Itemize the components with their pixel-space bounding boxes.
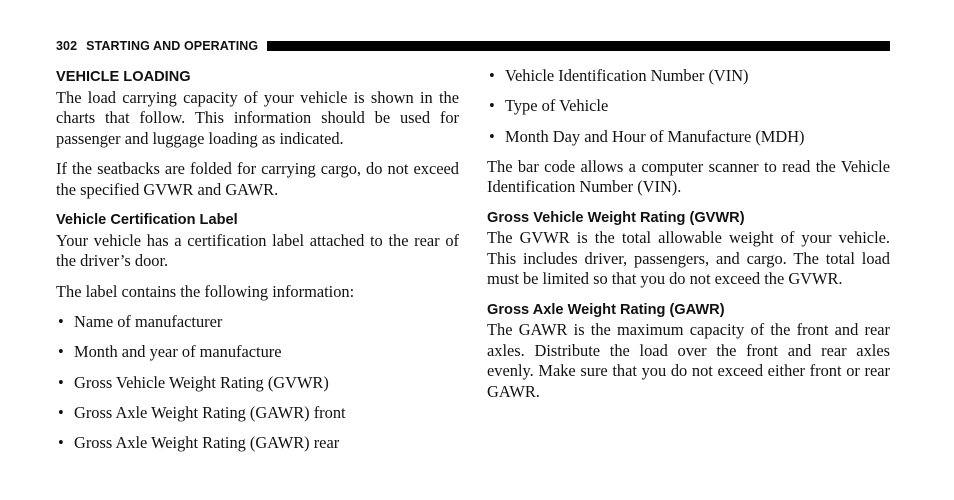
list-item-text: Gross Axle Weight Rating (GAWR) front [74,402,346,422]
bullet-icon: • [489,96,495,116]
list-item-text: Name of manufacturer [74,312,223,331]
vehicle-loading-heading: VEHICLE LOADING [56,69,191,85]
list-item-text: Type of Vehicle [505,96,609,116]
gawr-paragraph: The GAWR is the maximum capacity of the front and rear axles. Distribute the load over the front and rear axles evenly. Make sure that you do not exceed either front or rear GAWR. [487,320,890,401]
vehicle-loading-paragraph-1: The load carrying capacity of your vehicle is shown in the charts that follow. This information should be used for passenger and luggage loading as indicated. [56,87,459,148]
bullet-icon: • [58,402,64,422]
list-item [487,66,890,87]
list-item-text: Vehicle Identification Number (VIN) [505,66,749,85]
list-item-text: Month and year of manufacture [74,342,282,362]
certification-label-paragraph-2: The label contains the following information: [56,281,355,301]
list-item [487,127,890,148]
bullet-icon: • [58,433,64,453]
left-column [56,66,459,463]
list-item [56,373,459,394]
barcode-paragraph: The bar code allows a computer scanner to read the Vehicle Identification Number (VIN). [487,156,890,197]
certification-label-heading: Vehicle Certification Label [56,212,238,228]
list-item [56,312,459,333]
bullet-icon: • [489,66,495,85]
bullet-icon: • [58,342,64,362]
list-item-text: Gross Vehicle Weight Rating (GVWR) [74,372,329,392]
list-item-text: Gross Axle Weight Rating (GAWR) rear [74,433,340,453]
list-item-text: Month Day and Hour of Manufacture (MDH) [505,126,805,146]
list-item [56,403,459,424]
certification-label-paragraph-1: Your vehicle has a certification label attached to the rear of the driver’s door. [56,230,459,270]
section-title: STARTING AND OPERATING [86,39,259,53]
list-item [487,96,890,117]
bullet-icon: • [489,126,495,146]
vehicle-loading-paragraph-2: If the seatbacks are folded for carrying cargo, do not exceed the specified GVWR and GAWR. [56,159,459,199]
page-number: 302 [56,39,78,53]
list-item [56,433,459,454]
bullet-icon: • [58,372,64,392]
gvwr-heading: Gross Vehicle Weight Rating (GVWR) [487,209,745,226]
gvwr-paragraph: The GVWR is the total allowable weight of your vehicle. This includes driver, passengers, and cargo. The total load must be limited so that you do not exceed the GVWR. [487,228,890,289]
label-info-list [56,312,459,454]
list-item [56,342,459,363]
gawr-heading: Gross Axle Weight Rating (GAWR) [487,301,725,318]
right-column [487,66,890,412]
bullet-icon: • [58,312,64,331]
page-header [56,38,890,54]
header-rule [267,41,890,51]
label-info-list-continued [487,66,890,147]
